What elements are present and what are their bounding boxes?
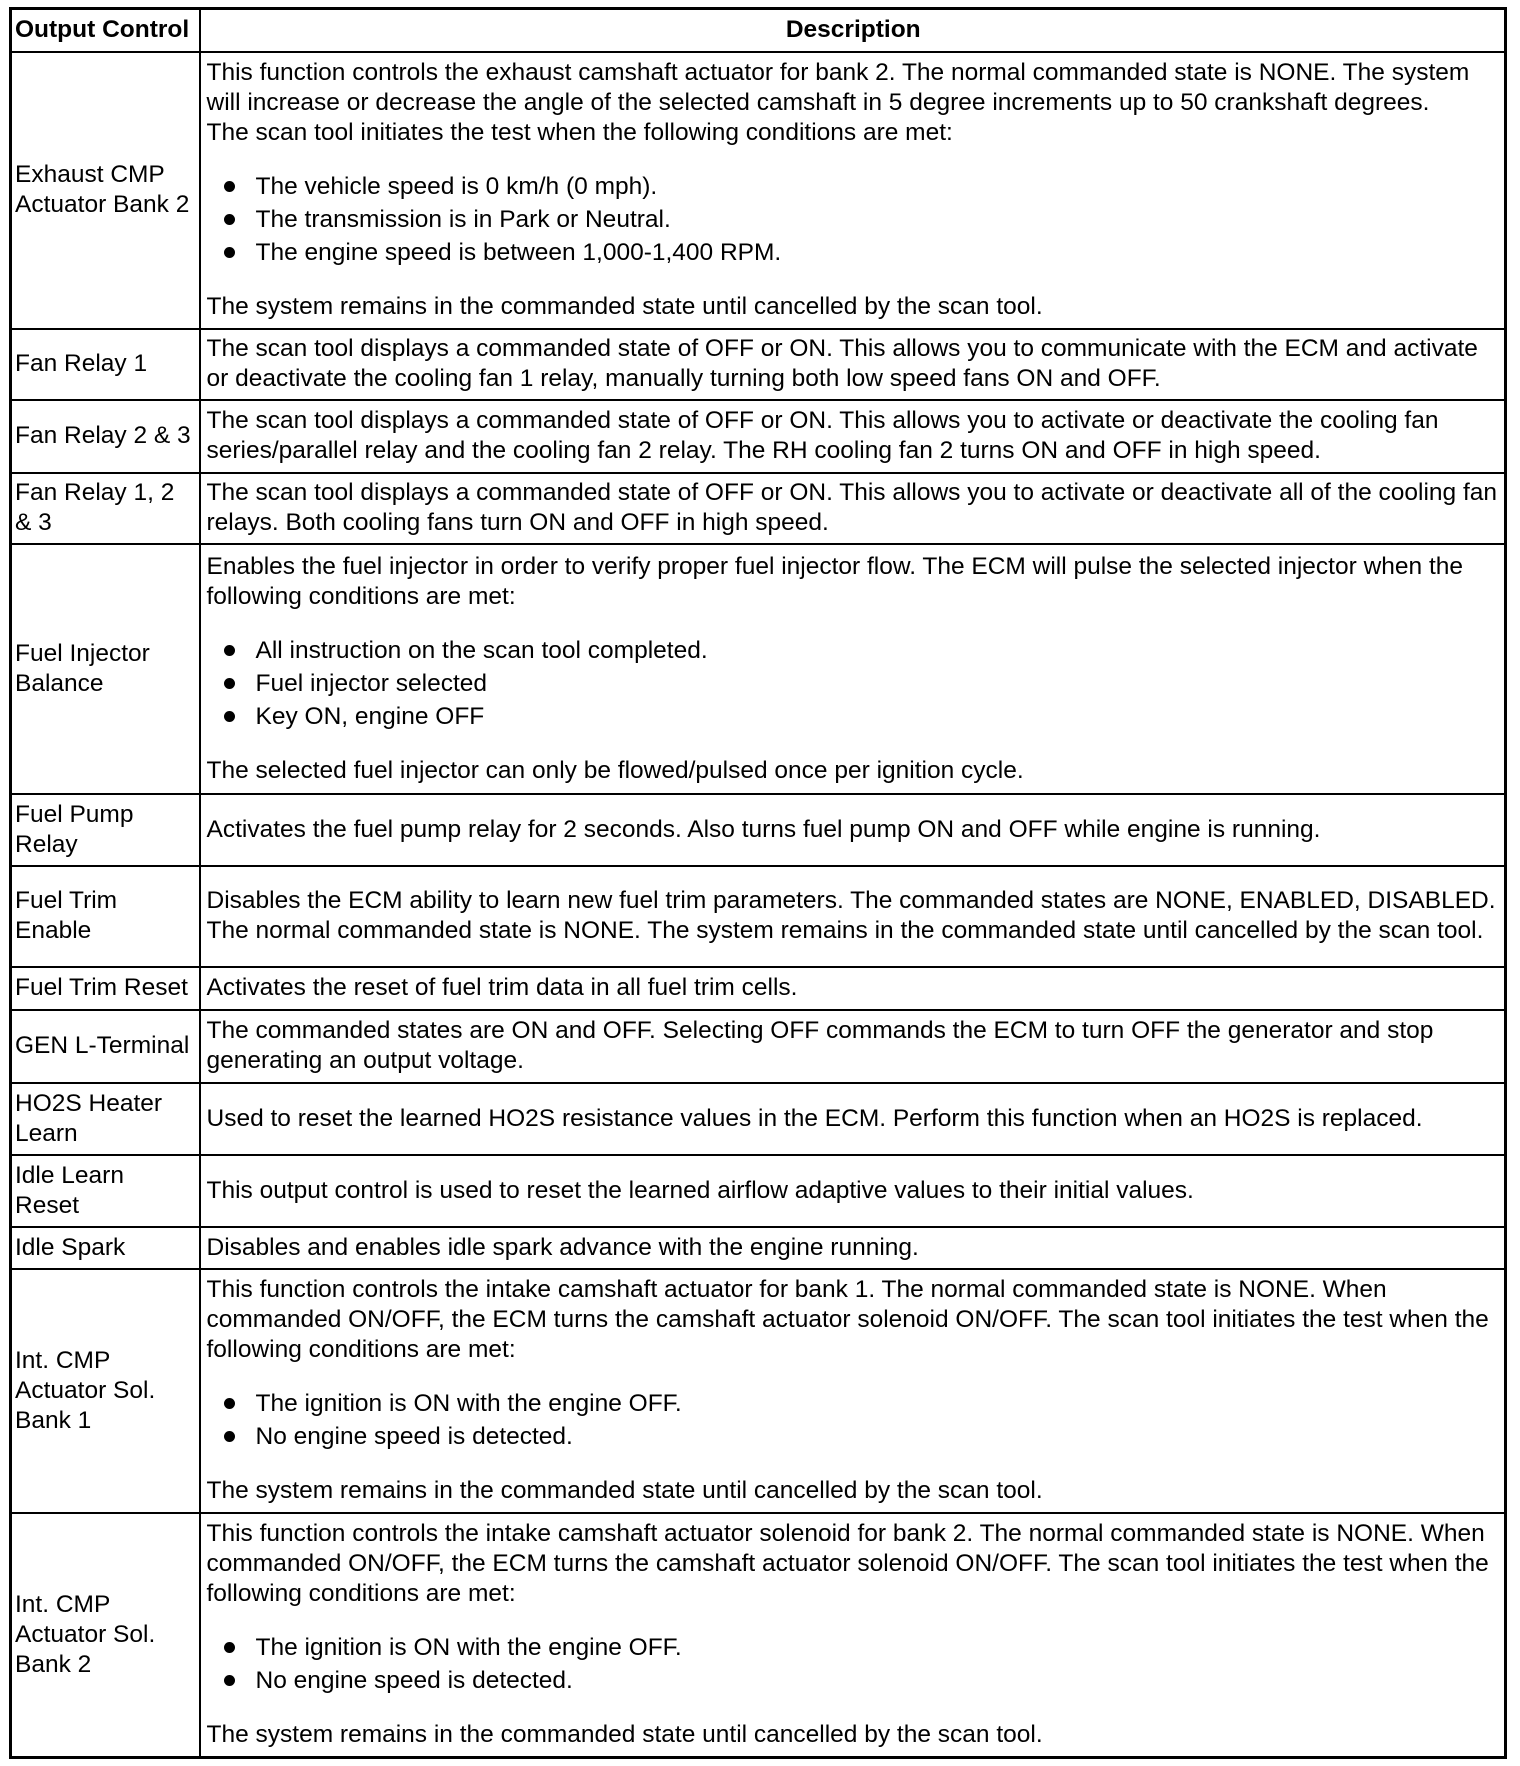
bullet-icon <box>224 1398 235 1409</box>
output-control-label: Fuel Trim <box>15 887 118 914</box>
description-cell <box>200 794 1506 866</box>
conditions-list <box>207 634 1501 733</box>
conditions-list <box>207 170 1501 269</box>
output-control-cell <box>11 544 200 794</box>
description-cell <box>200 1010 1506 1083</box>
bullet-icon <box>224 1431 235 1442</box>
output-control-cell <box>11 1513 200 1758</box>
condition-text: The ignition is ON with the engine OFF. <box>255 1390 682 1417</box>
output-control-cell <box>11 1010 200 1083</box>
output-control-label: Fuel Trim Reset <box>15 974 188 1001</box>
output-control-label: Fan Relay 2 & 3 <box>15 422 191 449</box>
output-control-label: Learn <box>15 1119 78 1147</box>
description-cell <box>200 1513 1506 1758</box>
description-text: Activates the fuel pump relay for 2 seconds. Also turns fuel pump ON and OFF while engine is running. <box>206 815 1321 843</box>
table-row-fan-relay-1 <box>11 329 1506 400</box>
condition-item <box>207 203 1501 236</box>
description-cell <box>200 52 1506 329</box>
output-control-label: Idle Spark <box>15 1233 126 1261</box>
output-control-label: Exhaust CMP <box>15 161 165 188</box>
output-control-cell <box>11 329 200 400</box>
condition-text: The vehicle speed is 0 km/h (0 mph). <box>255 173 658 200</box>
condition-item <box>207 170 1501 203</box>
description-cell <box>200 473 1506 544</box>
bullet-icon <box>224 711 235 722</box>
output-control-cell <box>11 1227 200 1269</box>
condition-text: The engine speed is between 1,000-1,400 RPM. <box>255 239 782 266</box>
bullet-icon <box>224 181 235 192</box>
output-control-label: Balance <box>15 669 104 697</box>
output-control-label: Fuel Injector <box>15 639 150 667</box>
condition-item <box>207 667 1501 700</box>
output-control-header: Output Control <box>11 9 200 52</box>
output-control-label: GEN L-Terminal <box>15 1032 190 1059</box>
bullet-icon <box>224 1675 235 1686</box>
table-row-idle-spark <box>11 1227 1506 1269</box>
condition-item <box>207 634 1501 667</box>
description-cell <box>200 544 1506 794</box>
output-control-label: Enable <box>15 917 92 944</box>
description-note: The selected fuel injector can only be flowed/pulsed once per ignition cycle. <box>206 756 1024 784</box>
description-cell <box>200 329 1506 400</box>
description-text: This output control is used to reset the learned airflow adaptive values to their initial values. <box>206 1176 1194 1204</box>
description-text: The commanded states are ON and OFF. Selecting OFF commands the ECM to turn OFF the generator and stop generating an output voltage. <box>206 1017 1434 1074</box>
bullet-icon <box>224 645 235 656</box>
table-row-fuel-pump-relay <box>11 794 1506 866</box>
description-cell <box>200 967 1506 1010</box>
description-note: The system remains in the commanded state until cancelled by the scan tool. <box>206 1477 1043 1504</box>
conditions-list <box>207 1631 1501 1697</box>
output-control-table <box>9 7 1507 1759</box>
output-control-label: Fan Relay 1 <box>15 350 148 377</box>
condition-item <box>207 236 1501 269</box>
table-row-gen-l-terminal <box>11 1010 1506 1083</box>
output-control-label: Fan Relay 1, 2 <box>15 479 175 506</box>
output-control-cell <box>11 400 200 473</box>
conditions-list <box>207 1387 1501 1453</box>
output-control-cell <box>11 1083 200 1155</box>
table-row-ho2s-heater-learn <box>11 1083 1506 1155</box>
condition-text: No engine speed is detected. <box>255 1423 573 1450</box>
header-row <box>11 9 1506 52</box>
table-row-int-cmp-actuator-sol-bank-1 <box>11 1269 1506 1513</box>
condition-text: The ignition is ON with the engine OFF. <box>255 1634 682 1662</box>
description-text: The scan tool displays a commanded state of OFF or ON. This allows you to communicate with the ECM and activate or deactivate the cooling fan 1 relay, manually turning both low speed fans ON and OFF. <box>206 335 1478 392</box>
condition-item <box>207 1420 1501 1453</box>
output-control-label: Bank 2 <box>15 1650 92 1678</box>
output-control-label: Int. CMP <box>15 1590 111 1618</box>
output-control-label: Bank 1 <box>15 1406 92 1434</box>
output-control-label: Reset <box>15 1191 80 1219</box>
output-control-cell <box>11 794 200 866</box>
output-control-label: Idle Learn <box>15 1161 124 1189</box>
output-control-label: & 3 <box>15 509 52 536</box>
output-control-label: Actuator Bank 2 <box>15 191 190 218</box>
bullet-icon <box>224 247 235 258</box>
table-row-fan-relay-2-3 <box>11 400 1506 473</box>
output-control-cell <box>11 52 200 329</box>
output-control-label: Relay <box>15 830 78 858</box>
output-control-cell <box>11 866 200 967</box>
output-control-label: Int. CMP <box>15 1346 111 1374</box>
output-control-label: Actuator Sol. <box>15 1376 156 1404</box>
description-intro: This function controls the intake camshaft actuator solenoid for bank 2. The normal commanded state is NONE. When commanded ON/OFF, the ECM turns the camshaft actuator solenoid ON/OFF. The scan tool initiates the test when the following conditions are met: <box>206 1520 1489 1608</box>
condition-text: Key ON, engine OFF <box>255 702 485 730</box>
table-row-idle-learn-reset <box>11 1155 1506 1227</box>
table-row-fuel-trim-reset <box>11 967 1506 1010</box>
description-text: Used to reset the learned HO2S resistance values in the ECM. Perform this function when an HO2S is replaced. <box>206 1104 1423 1132</box>
condition-text: No engine speed is detected. <box>255 1667 573 1695</box>
description-cell <box>200 1155 1506 1227</box>
table-row-fuel-trim-enable <box>11 866 1506 967</box>
bullet-icon <box>224 214 235 225</box>
description-header: Description <box>200 9 1506 52</box>
bullet-icon <box>224 1642 235 1653</box>
output-control-label: HO2S Heater <box>15 1089 163 1117</box>
output-control-label: Actuator Sol. <box>15 1620 156 1648</box>
output-control-cell <box>11 1155 200 1227</box>
condition-item <box>207 700 1501 733</box>
description-intro: This function controls the intake camshaft actuator for bank 1. The normal commanded state is NONE. When commanded ON/OFF, the ECM turns the camshaft actuator solenoid ON/OFF. The scan tool initiates the test when the following conditions are met: <box>206 1276 1489 1363</box>
description-note: The system remains in the commanded state until cancelled by the scan tool. <box>206 293 1043 320</box>
condition-text: All instruction on the scan tool completed. <box>255 636 708 664</box>
description-cell <box>200 1227 1506 1269</box>
description-cell <box>200 1083 1506 1155</box>
condition-item <box>207 1631 1501 1664</box>
output-control-label: Fuel Pump <box>15 800 134 828</box>
table-row-fan-relay-1-2-3 <box>11 473 1506 544</box>
description-text: Disables the ECM ability to learn new fuel trim parameters. The commanded states are NONE, ENABLED, DISABLED. The normal commanded state is NONE. The system remains in the commanded state until cancelled by the scan tool. <box>206 887 1496 944</box>
description-text: The scan tool displays a commanded state of OFF or ON. This allows you to activate or deactivate the cooling fan series/parallel relay and the cooling fan 2 relay. The RH cooling fan 2 turns ON and OFF in high speed. <box>206 407 1439 464</box>
table-row-int-cmp-actuator-sol-bank-2 <box>11 1513 1506 1758</box>
table-row-exhaust-cmp-actuator-bank-2 <box>11 52 1506 329</box>
description-text: Disables and enables idle spark advance with the engine running. <box>206 1233 919 1261</box>
condition-text: The transmission is in Park or Neutral. <box>255 206 671 233</box>
output-control-cell <box>11 1269 200 1513</box>
description-cell <box>200 400 1506 473</box>
condition-text: Fuel injector selected <box>255 669 488 697</box>
description-cell <box>200 1269 1506 1513</box>
description-note: The system remains in the commanded state until cancelled by the scan tool. <box>206 1721 1043 1749</box>
condition-item <box>207 1387 1501 1420</box>
description-cell <box>200 866 1506 967</box>
table-row-fuel-injector-balance <box>11 544 1506 794</box>
description-intro: The scan tool initiates the test when the following conditions are met: <box>206 119 953 146</box>
bullet-icon <box>224 678 235 689</box>
condition-item <box>207 1664 1501 1697</box>
output-control-cell <box>11 967 200 1010</box>
output-control-cell <box>11 473 200 544</box>
description-intro: This function controls the exhaust camshaft actuator for bank 2. The normal commanded state is NONE. The system will increase or decrease the angle of the selected camshaft in 5 degree increments up to 50 crankshaft degrees. <box>206 59 1470 116</box>
description-text: The scan tool displays a commanded state of OFF or ON. This allows you to activate or deactivate all of the cooling fan relays. Both cooling fans turn ON and OFF in high speed. <box>206 479 1498 536</box>
description-intro: Enables the fuel injector in order to verify proper fuel injector flow. The ECM will pulse the selected injector when the following conditions are met: <box>206 552 1463 610</box>
description-text: Activates the reset of fuel trim data in all fuel trim cells. <box>206 974 798 1001</box>
